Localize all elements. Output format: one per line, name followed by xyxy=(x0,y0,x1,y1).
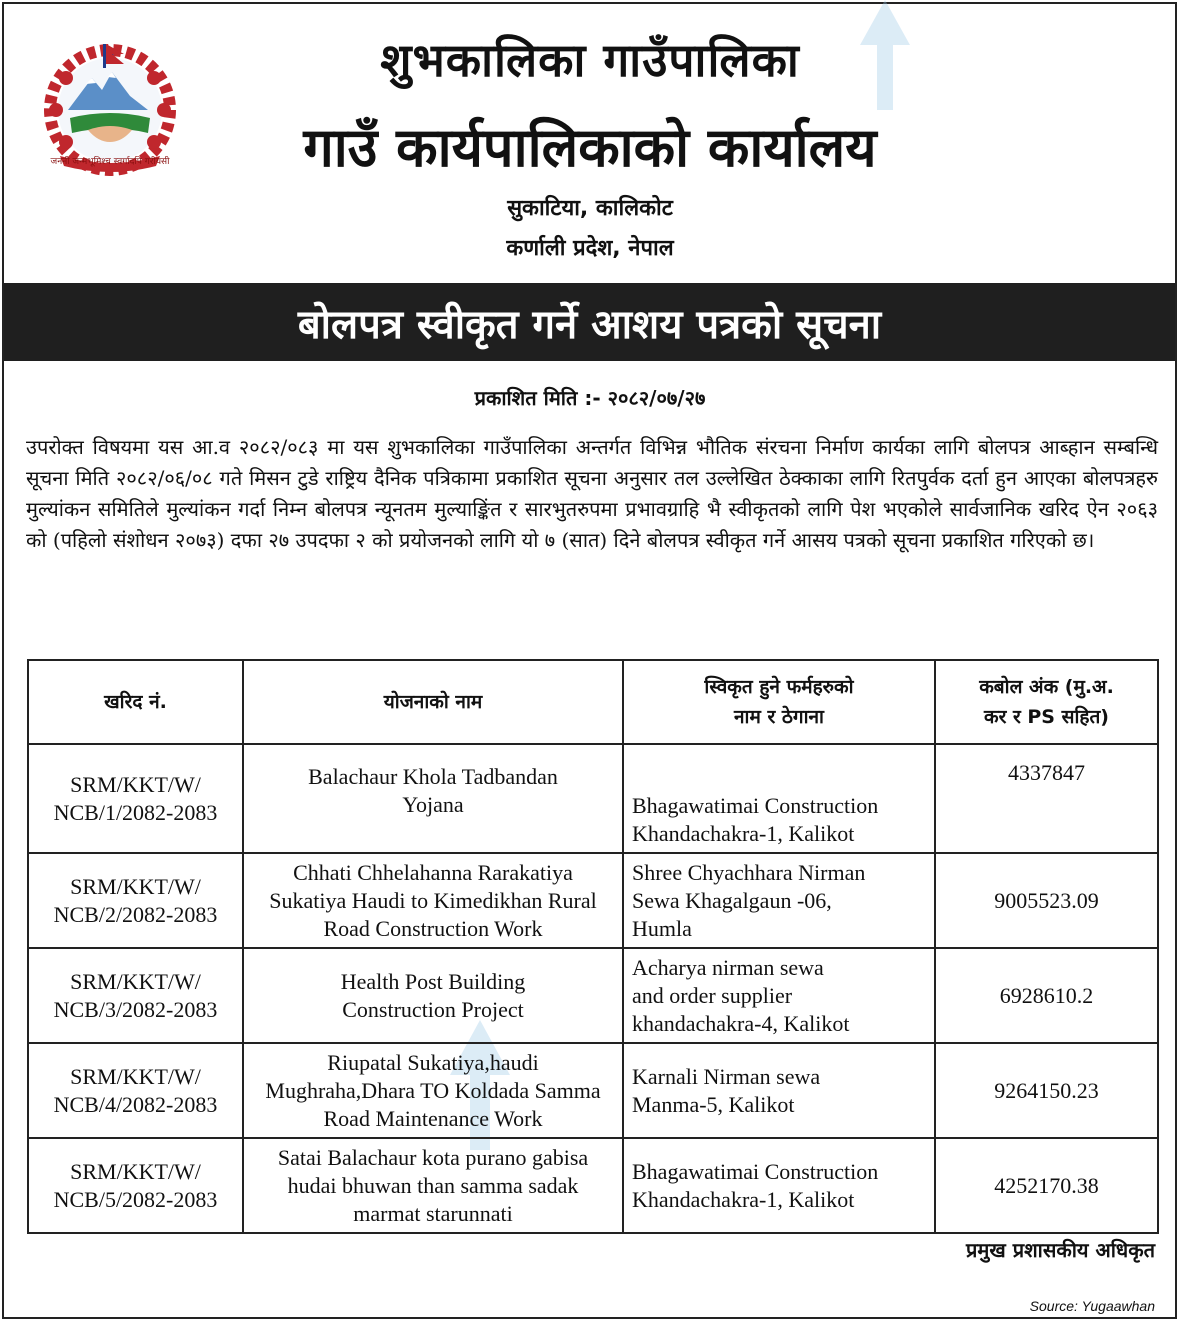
amount-cell: 4337847 xyxy=(935,744,1158,853)
table-header-row xyxy=(28,660,1158,744)
office-title: गाउँ कार्यपालिकाको कार्यालय xyxy=(303,116,877,179)
published-date: प्रकाशित मिति :- २०८२/०७/२७ xyxy=(474,386,706,410)
project-name-cell: Balachaur Khola Tadbandan Yojana xyxy=(243,744,623,853)
amount-cell: 9264150.23 xyxy=(935,1043,1158,1138)
notice-title: बोलपत्र स्वीकृत गर्ने आशय पत्रको सूचना xyxy=(297,301,882,348)
amount-cell: 4252170.38 xyxy=(935,1138,1158,1233)
firm-cell xyxy=(623,1138,935,1233)
firm-line2: Khandachakra-1, Kalikot xyxy=(632,821,855,846)
firm-cell xyxy=(623,744,935,853)
header-project-name: योजनाको नाम xyxy=(243,660,623,744)
tender-table xyxy=(27,659,1159,1234)
address-line2: कर्णाली प्रदेश, नेपाल xyxy=(506,236,674,261)
notice-title-banner xyxy=(4,283,1175,361)
procurement-no-line1: SRM/KKT/W/ xyxy=(70,873,201,899)
procurement-no-line1: SRM/KKT/W/ xyxy=(70,1158,201,1184)
firm-line1: Acharya nirman sewa xyxy=(632,954,824,980)
procurement-no-cell xyxy=(28,744,243,853)
procurement-no-line1: SRM/KKT/W/ xyxy=(70,968,201,994)
procurement-no-line1: SRM/KKT/W/ xyxy=(70,1063,201,1089)
procurement-no-cell xyxy=(28,1043,243,1138)
procurement-no-line2: NCB/3/2082-2083 xyxy=(53,996,218,1022)
table-row xyxy=(28,1138,1158,1233)
firm-cell xyxy=(623,1043,935,1138)
address-line1: सुकाटिया, कालिकोट xyxy=(507,196,673,221)
procurement-no-line2: NCB/1/2082-2083 xyxy=(53,799,218,825)
notice-body: उपरोक्त विषयमा यस आ.व २०८२/०८३ मा यस शुभकालिका गाउँपालिका अन्तर्गत विभिन्न भौतिक संरचना निर्माण कार्यका लागि बोलपत्र आब्हान सम्बन्धि सूचना मिति २०८२/०६/०८ गते मिसन टुडे राष्ट्रिय दैनिक पत्रिकामा प्रकाशित सूचना अनुसार तल उल्लेखित ठेक्काका लागि रितपुर्वक दर्ता हुन आएका बोलपत्रहरु मुल्यांकन समितिले मुल्यांकन गर्दा निम्न बोलपत्र न्यूनतम मुल्याङ्किंत र सारभुतरुपमा प्रभावग्राहि भै स्वीकृतको लागि पेश भएकोले सार्वजानिक खरिद ऐन २०६३ को (पहिलो संशोधन २०७३) दफा २७ उपदफा २ को प्रयोजनको लागि यो ७ (सात) दिने बोलपत्र स्वीकृत गर्ने आसय पत्रको सूचना प्रकाशित गरिएको छ। xyxy=(26,435,1158,552)
amount-cell: 6928610.2 xyxy=(935,948,1158,1043)
table-row xyxy=(28,853,1158,948)
signature-title: प्रमुख प्रशासकीय अधिकृत xyxy=(966,1238,1155,1262)
firm-line3: khandachakra-4, Kalikot xyxy=(632,1010,850,1036)
procurement-no-cell xyxy=(28,1138,243,1233)
procurement-no-line2: NCB/2/2082-2083 xyxy=(53,901,218,927)
project-name-cell: Riupatal Sukatiya,haudi Mughraha,Dhara TO Koldada Samma Road Maintenance Work xyxy=(243,1043,623,1138)
header-firm xyxy=(623,660,935,744)
project-name-cell: Satai Balachaur kota purano gabisa hudai bhuwan than samma sadak marmat starunnati xyxy=(243,1138,623,1233)
procurement-no-line2: NCB/4/2082-2083 xyxy=(53,1091,218,1117)
procurement-no-line2: NCB/5/2082-2083 xyxy=(53,1186,218,1212)
header-firm-line2: नाम र ठेगाना xyxy=(734,706,824,728)
project-name-cell: Health Post Building Construction Project xyxy=(243,948,623,1043)
firm-line1: Bhagawatimai Construction xyxy=(632,793,879,818)
header-amount-line1: कबोल अंक (मु.अ. xyxy=(979,676,1114,698)
procurement-no-cell xyxy=(28,853,243,948)
header-amount xyxy=(935,660,1158,744)
procurement-no-cell xyxy=(28,948,243,1043)
firm-cell xyxy=(623,853,935,948)
header-procurement-no: खरिद नं. xyxy=(28,660,243,744)
procurement-no-line1: SRM/KKT/W/ xyxy=(70,771,201,797)
firm-line1: Karnali Nirman sewa xyxy=(632,1063,821,1089)
emblem-motto: जननी जन्मभूमिश्च स्वर्गादपि गरीयसी xyxy=(50,157,170,167)
table-row xyxy=(28,948,1158,1043)
project-name-cell: Chhati Chhelahanna Rarakatiya Sukatiya Haudi to Kimedikhan Rural Road Construction Work xyxy=(243,853,623,948)
header-amount-line2: कर र PS सहित) xyxy=(984,706,1109,728)
firm-line2: Manma-5, Kalikot xyxy=(632,1091,795,1117)
amount-cell: 9005523.09 xyxy=(935,853,1158,948)
firm-line2: and order supplier xyxy=(632,982,793,1008)
firm-line2: Khandachakra-1, Kalikot xyxy=(632,1186,855,1212)
header-firm-line1: स्विकृत हुने फर्महरुको xyxy=(704,676,854,698)
table-row xyxy=(28,1043,1158,1138)
source-credit: Source: Yugaawhan xyxy=(1029,1298,1155,1314)
firm-line1: Bhagawatimai Construction xyxy=(632,1158,879,1184)
municipality-title: शुभकालिका गाउँपालिका xyxy=(380,33,800,87)
firm-line3: Humla xyxy=(632,915,692,941)
table-row xyxy=(28,744,1158,853)
firm-line1: Shree Chyachhara Nirman xyxy=(632,859,866,885)
firm-line2: Sewa Khagalgaun -06, xyxy=(632,887,832,913)
firm-cell xyxy=(623,948,935,1043)
